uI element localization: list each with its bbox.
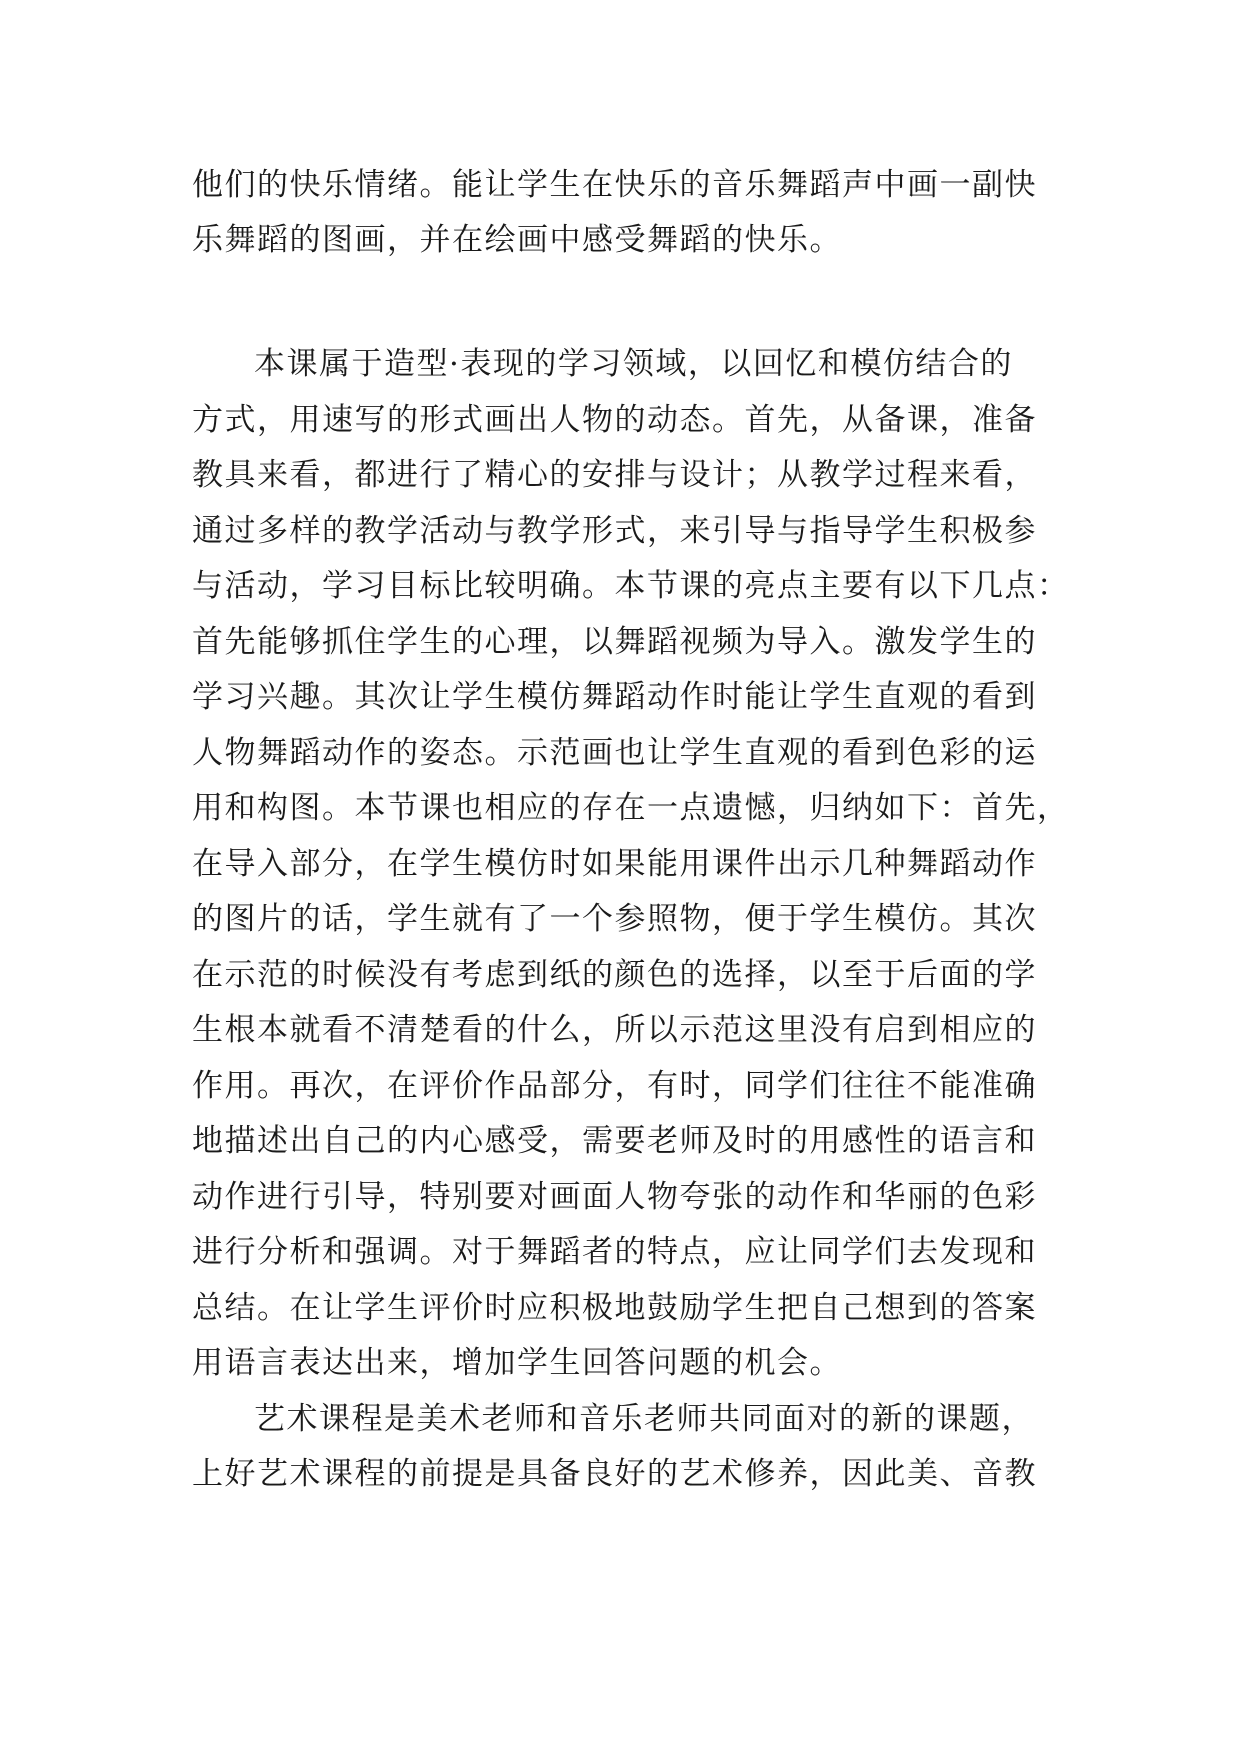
paragraph-line: 动作进行引导，特别要对画面人物夸张的动作和华丽的色彩 xyxy=(192,1179,1037,1215)
paragraph-line: 教具来看，都进行了精心的安排与设计；从教学过程来看， xyxy=(192,457,1037,493)
paragraph-line: 作用。再次，在评价作品部分，有时，同学们往往不能准确 xyxy=(192,1068,1037,1104)
paragraph-line: 通过多样的教学活动与教学形式，来引导与指导学生积极参 xyxy=(192,513,1037,549)
paragraph-line: 在导入部分，在学生模仿时如果能用课件出示几种舞蹈动作 xyxy=(192,846,1037,882)
paragraph-line: 与活动，学习目标比较明确。本节课的亮点主要有以下几点： xyxy=(192,568,1070,604)
paragraph-line: 的图片的话，学生就有了一个参照物，便于学生模仿。其次 xyxy=(192,901,1037,937)
paragraph-line: 方式，用速写的形式画出人物的动态。首先，从备课，准备 xyxy=(192,402,1037,438)
paragraph-line: 用语言表达出来，增加学生回答问题的机会。 xyxy=(192,1345,842,1381)
paragraph-line: 人物舞蹈动作的姿态。示范画也让学生直观的看到色彩的运 xyxy=(192,735,1037,771)
paragraph-line: 进行分析和强调。对于舞蹈者的特点，应让同学们去发现和 xyxy=(192,1234,1037,1270)
paragraph-line: 上好艺术课程的前提是具备良好的艺术修养，因此美、音教 xyxy=(192,1456,1037,1492)
paragraph-line: 首先能够抓住学生的心理，以舞蹈视频为导入。激发学生的 xyxy=(192,624,1037,660)
paragraph-line: 乐舞蹈的图画，并在绘画中感受舞蹈的快乐。 xyxy=(192,222,842,258)
paragraph-line: 学习兴趣。其次让学生模仿舞蹈动作时能让学生直观的看到 xyxy=(192,679,1037,715)
paragraph-line: 地描述出自己的内心感受，需要老师及时的用感性的语言和 xyxy=(192,1123,1037,1159)
paragraph-line: 在示范的时候没有考虑到纸的颜色的选择，以至于后面的学 xyxy=(192,957,1037,993)
paragraph-line: 生根本就看不清楚看的什么，所以示范这里没有启到相应的 xyxy=(192,1012,1037,1048)
paragraph-line: 他们的快乐情绪。能让学生在快乐的音乐舞蹈声中画一副快 xyxy=(192,167,1037,203)
paragraph-first-line: 艺术课程是美术老师和音乐老师共同面对的新的课题， xyxy=(254,1401,1034,1437)
paragraph-line: 用和构图。本节课也相应的存在一点遗憾，归纳如下：首先， xyxy=(192,790,1070,826)
paragraph-first-line: 本课属于造型·表现的学习领域，以回忆和模仿结合的 xyxy=(254,346,1013,382)
paragraph-line: 总结。在让学生评价时应积极地鼓励学生把自己想到的答案 xyxy=(192,1290,1037,1326)
